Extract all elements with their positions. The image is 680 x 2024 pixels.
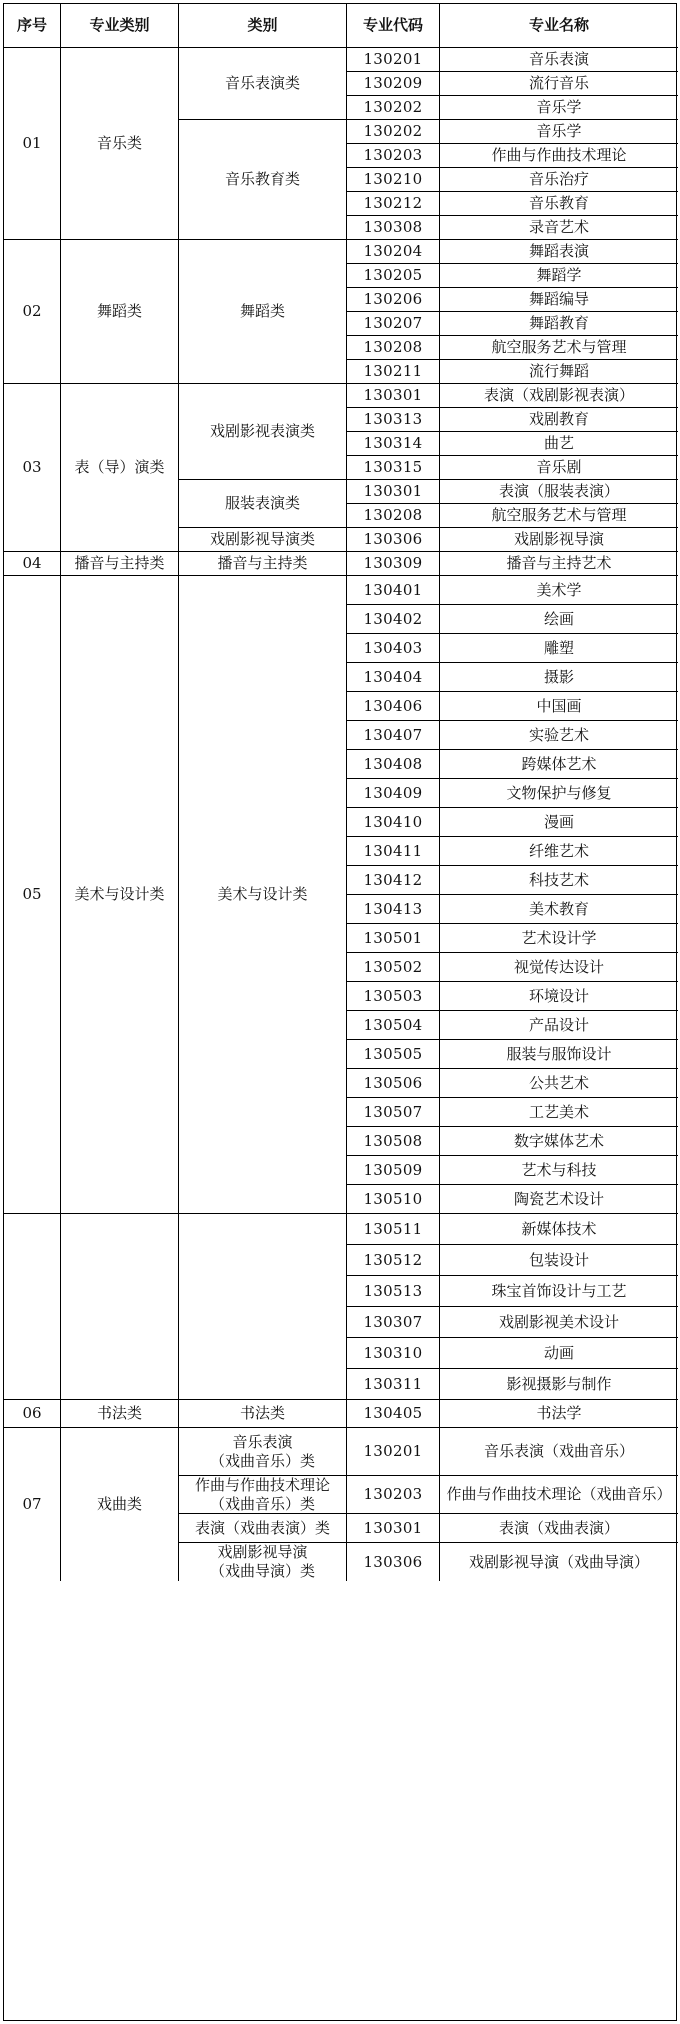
major-code [347, 216, 440, 240]
major-name [440, 1156, 678, 1185]
major-name-text: 戏剧影视美术设计 [498, 1312, 619, 1331]
major-code [347, 1156, 440, 1185]
major-name [440, 1400, 678, 1428]
group-index-text: 06 [22, 1404, 42, 1423]
major-name-text: 公共艺术 [528, 1073, 589, 1092]
major-code [347, 120, 440, 144]
header-code [347, 4, 440, 48]
subgroup-category-text: 书法类 [239, 1404, 285, 1423]
major-name-text: 流行音乐 [528, 74, 589, 93]
major-name [440, 1543, 678, 1581]
major-name-text: 舞蹈学 [536, 266, 582, 285]
subgroup-category-text: 美术与设计类 [217, 885, 308, 904]
major-name [440, 48, 678, 72]
major-name [440, 288, 678, 312]
major-name [440, 1369, 678, 1400]
major-name [440, 721, 678, 750]
major-name-text: 美术学 [536, 580, 582, 599]
major-name-text: 绘画 [543, 609, 574, 628]
major-code [347, 1369, 440, 1400]
major-name [440, 1307, 678, 1338]
group-category [61, 240, 179, 384]
group-category [61, 1428, 179, 1581]
major-code [347, 779, 440, 808]
major-code-text: 130506 [363, 1073, 423, 1092]
major-name-text: 数字媒体艺术 [513, 1131, 604, 1150]
major-name-text: 文物保护与修复 [506, 783, 612, 802]
header-code-text: 专业代码 [362, 16, 423, 35]
major-code-text: 130306 [363, 1552, 423, 1571]
subgroup-category [179, 552, 347, 576]
subgroup-category [179, 48, 347, 120]
major-name-text: 摄影 [543, 667, 574, 686]
major-name-text: 动画 [543, 1343, 574, 1362]
major-name-text: 纤维艺术 [528, 841, 589, 860]
major-name [440, 1040, 678, 1069]
group-category-text: 美术与设计类 [74, 885, 165, 904]
major-code-text: 130513 [363, 1281, 423, 1300]
major-name [440, 240, 678, 264]
major-name-text: 书法学 [536, 1404, 582, 1423]
header-index-text: 序号 [16, 16, 47, 35]
major-name-text: 艺术设计学 [521, 928, 597, 947]
major-name [440, 264, 678, 288]
major-code [347, 1514, 440, 1543]
subgroup-category-text: 戏剧影视导演 （戏曲导演）类 [209, 1543, 315, 1580]
major-name [440, 336, 678, 360]
major-name [440, 1245, 678, 1276]
major-name-text: 美术教育 [528, 899, 589, 918]
major-name-text: 音乐治疗 [528, 170, 589, 189]
group-category [61, 1214, 179, 1400]
major-name [440, 837, 678, 866]
major-code [347, 750, 440, 779]
subgroup-category-text: 服装表演类 [224, 494, 300, 513]
major-code-text: 130405 [363, 1404, 423, 1423]
major-name [440, 552, 678, 576]
major-code [347, 866, 440, 895]
group-index-text: 02 [22, 302, 42, 321]
header-name [440, 4, 678, 48]
major-code [347, 432, 440, 456]
group-index-text: 01 [22, 134, 42, 153]
major-name-text: 表演（服装表演） [498, 482, 619, 501]
subgroup-category [179, 1214, 347, 1400]
major-code [347, 456, 440, 480]
major-name [440, 144, 678, 168]
major-name [440, 1011, 678, 1040]
subgroup-category-text: 音乐表演 （戏曲音乐）类 [209, 1432, 315, 1470]
subgroup-category [179, 528, 347, 552]
group-category-text: 戏曲类 [96, 1495, 142, 1514]
group-index-text: 05 [22, 885, 42, 904]
major-name [440, 480, 678, 504]
major-code-text: 130306 [363, 530, 423, 549]
header-index [4, 4, 61, 48]
subgroup-category-text: 音乐教育类 [224, 170, 300, 189]
group-category-text: 播音与主持类 [74, 554, 165, 573]
major-name-text: 包装设计 [528, 1250, 589, 1269]
major-code [347, 837, 440, 866]
major-name-text: 中国画 [536, 696, 582, 715]
major-code [347, 384, 440, 408]
group-index [4, 240, 61, 384]
major-code-text: 130311 [363, 1374, 423, 1393]
major-code-text: 130207 [363, 314, 423, 333]
major-name [440, 1476, 678, 1514]
major-code-text: 130510 [363, 1189, 423, 1208]
major-code-text: 130201 [363, 1442, 423, 1461]
major-code-text: 130301 [363, 386, 423, 405]
major-code [347, 1245, 440, 1276]
major-code [347, 288, 440, 312]
major-code-text: 130401 [363, 580, 423, 599]
major-name [440, 1098, 678, 1127]
major-code-text: 130208 [363, 338, 423, 357]
group-index [4, 1428, 61, 1581]
major-name-text: 音乐剧 [536, 458, 582, 477]
subgroup-category [179, 384, 347, 480]
major-code-text: 130210 [363, 170, 423, 189]
group-index [4, 1214, 61, 1400]
major-name [440, 408, 678, 432]
major-code-text: 130509 [363, 1160, 423, 1179]
major-code-text: 130203 [363, 146, 423, 165]
major-code-text: 130313 [363, 410, 423, 429]
subgroup-category-text: 音乐表演类 [224, 74, 300, 93]
subgroup-category [179, 1514, 347, 1543]
major-code [347, 504, 440, 528]
majors-table [3, 3, 677, 2021]
major-code [347, 408, 440, 432]
major-name-text: 产品设计 [528, 1015, 589, 1034]
major-name [440, 192, 678, 216]
major-name [440, 168, 678, 192]
major-name [440, 1214, 678, 1245]
group-index [4, 576, 61, 1214]
major-name [440, 216, 678, 240]
major-code-text: 130413 [363, 899, 423, 918]
major-code [347, 264, 440, 288]
major-code-text: 130409 [363, 783, 423, 802]
subgroup-category [179, 1476, 347, 1514]
subgroup-category-text: 表演（戏曲表演）类 [194, 1518, 330, 1537]
header-category-text: 专业类别 [89, 16, 150, 35]
group-index [4, 552, 61, 576]
major-code-text: 130410 [363, 812, 423, 831]
major-code [347, 1307, 440, 1338]
major-code-text: 130201 [363, 50, 423, 69]
header-subcategory [179, 4, 347, 48]
major-code [347, 192, 440, 216]
major-code-text: 130315 [363, 458, 423, 477]
group-category [61, 48, 179, 240]
major-code-text: 130403 [363, 638, 423, 657]
major-name-text: 表演（戏剧影视表演） [483, 386, 634, 405]
group-category [61, 384, 179, 552]
major-name-text: 录音艺术 [528, 218, 589, 237]
major-name-text: 实验艺术 [528, 725, 589, 744]
major-name [440, 953, 678, 982]
subgroup-category [179, 120, 347, 240]
major-name-text: 戏剧影视导演 [513, 530, 604, 549]
major-name-text: 环境设计 [528, 986, 589, 1005]
major-name-text: 航空服务艺术与管理 [491, 506, 627, 525]
major-code-text: 130202 [363, 98, 423, 117]
group-category-text: 书法类 [96, 1404, 142, 1423]
major-code [347, 528, 440, 552]
major-name [440, 924, 678, 953]
major-code [347, 1543, 440, 1581]
major-code-text: 130307 [363, 1312, 423, 1331]
major-name [440, 312, 678, 336]
group-category [61, 576, 179, 1214]
major-code [347, 168, 440, 192]
major-code [347, 982, 440, 1011]
major-code [347, 576, 440, 605]
major-code [347, 1428, 440, 1476]
major-name [440, 1069, 678, 1098]
major-name-text: 表演（戏曲表演） [498, 1518, 619, 1537]
header-subcategory-text: 类别 [247, 16, 278, 35]
major-name [440, 895, 678, 924]
major-code [347, 240, 440, 264]
major-code-text: 130301 [363, 1518, 423, 1537]
major-code [347, 953, 440, 982]
group-index-text: 03 [22, 458, 42, 477]
major-code [347, 1011, 440, 1040]
group-index-text: 04 [22, 554, 42, 573]
major-name-text: 播音与主持艺术 [506, 554, 612, 573]
group-index [4, 1400, 61, 1428]
major-code-text: 130507 [363, 1102, 423, 1121]
major-code [347, 336, 440, 360]
header-name-text: 专业名称 [528, 16, 589, 35]
major-name [440, 750, 678, 779]
major-name-text: 珠宝首饰设计与工艺 [491, 1281, 627, 1300]
major-code-text: 130208 [363, 506, 423, 525]
major-code-text: 130503 [363, 986, 423, 1005]
group-category-text: 舞蹈类 [96, 302, 142, 321]
major-name [440, 432, 678, 456]
major-name [440, 605, 678, 634]
major-name [440, 384, 678, 408]
major-name [440, 576, 678, 605]
subgroup-category-text: 戏剧影视表演类 [209, 422, 315, 441]
major-code [347, 663, 440, 692]
major-name-text: 新媒体技术 [521, 1219, 597, 1238]
major-name-text: 陶瓷艺术设计 [513, 1189, 604, 1208]
major-name [440, 456, 678, 480]
major-name [440, 866, 678, 895]
major-code [347, 552, 440, 576]
major-name-text: 作曲与作曲技术理论（戏曲音乐） [446, 1485, 672, 1504]
major-code-text: 130505 [363, 1044, 423, 1063]
major-name-text: 科技艺术 [528, 870, 589, 889]
major-code-text: 130502 [363, 957, 423, 976]
major-code-text: 130408 [363, 754, 423, 773]
major-code-text: 130301 [363, 482, 423, 501]
major-code-text: 130407 [363, 725, 423, 744]
group-category [61, 552, 179, 576]
major-name [440, 692, 678, 721]
major-name [440, 360, 678, 384]
major-name-text: 工艺美术 [528, 1102, 589, 1121]
major-code [347, 48, 440, 72]
major-code-text: 130308 [363, 218, 423, 237]
major-name [440, 72, 678, 96]
major-code-text: 130209 [363, 74, 423, 93]
major-name [440, 779, 678, 808]
major-code-text: 130212 [363, 194, 423, 213]
group-category [61, 1400, 179, 1428]
major-code [347, 1276, 440, 1307]
major-name-text: 音乐表演 [528, 50, 589, 69]
major-name-text: 音乐学 [536, 98, 582, 117]
major-code-text: 130310 [363, 1343, 423, 1362]
major-code [347, 1214, 440, 1245]
major-code-text: 130508 [363, 1131, 423, 1150]
subgroup-category [179, 480, 347, 528]
major-name-text: 漫画 [543, 812, 574, 831]
major-name [440, 1127, 678, 1156]
major-name-text: 戏剧教育 [528, 410, 589, 429]
major-code-text: 130402 [363, 609, 423, 628]
major-name [440, 663, 678, 692]
major-name-text: 舞蹈编导 [528, 290, 589, 309]
major-code [347, 1338, 440, 1369]
major-code [347, 1400, 440, 1428]
major-name-text: 音乐教育 [528, 194, 589, 213]
major-code-text: 130512 [363, 1250, 423, 1269]
group-index [4, 48, 61, 240]
major-code-text: 130406 [363, 696, 423, 715]
major-code [347, 1127, 440, 1156]
major-name [440, 1276, 678, 1307]
major-code [347, 605, 440, 634]
major-name-text: 曲艺 [543, 434, 574, 453]
major-name-text: 舞蹈表演 [528, 242, 589, 261]
major-name [440, 1428, 678, 1476]
major-code [347, 721, 440, 750]
major-name [440, 1185, 678, 1214]
subgroup-category-text: 舞蹈类 [239, 302, 285, 321]
major-name [440, 504, 678, 528]
group-category-text: 表（导）演类 [74, 458, 165, 477]
major-code-text: 130511 [363, 1219, 423, 1238]
major-code [347, 634, 440, 663]
major-name [440, 982, 678, 1011]
major-name [440, 1338, 678, 1369]
major-name [440, 808, 678, 837]
major-name-text: 音乐学 [536, 122, 582, 141]
major-name [440, 634, 678, 663]
major-name-text: 视觉传达设计 [513, 957, 604, 976]
major-name [440, 96, 678, 120]
major-code [347, 72, 440, 96]
major-code-text: 130314 [363, 434, 423, 453]
major-name-text: 雕塑 [543, 638, 574, 657]
major-name [440, 1514, 678, 1543]
major-code-text: 130504 [363, 1015, 423, 1034]
group-index-text: 07 [22, 1495, 42, 1514]
major-code-text: 130202 [363, 122, 423, 141]
subgroup-category-text: 戏剧影视导演类 [209, 530, 315, 549]
major-name-text: 服装与服饰设计 [506, 1044, 612, 1063]
subgroup-category-text: 作曲与作曲技术理论 （戏曲音乐）类 [194, 1476, 330, 1513]
subgroup-category [179, 1428, 347, 1476]
major-code-text: 130309 [363, 554, 423, 573]
major-code [347, 692, 440, 721]
major-name-text: 影视摄影与制作 [506, 1374, 612, 1393]
header-category [61, 4, 179, 48]
major-code-text: 130205 [363, 266, 423, 285]
major-name-text: 作曲与作曲技术理论 [491, 146, 627, 165]
major-code-text: 130411 [363, 841, 423, 860]
major-code [347, 312, 440, 336]
major-code-text: 130204 [363, 242, 423, 261]
major-name [440, 120, 678, 144]
major-code [347, 480, 440, 504]
major-name-text: 艺术与科技 [521, 1160, 597, 1179]
subgroup-category [179, 1400, 347, 1428]
major-code [347, 1098, 440, 1127]
major-name-text: 舞蹈教育 [528, 314, 589, 333]
subgroup-category-text: 播音与主持类 [217, 554, 308, 573]
major-name-text: 航空服务艺术与管理 [491, 338, 627, 357]
major-code-text: 130404 [363, 667, 423, 686]
major-code [347, 1040, 440, 1069]
group-category-text: 音乐类 [96, 134, 142, 153]
subgroup-category [179, 1543, 347, 1581]
major-code-text: 130206 [363, 290, 423, 309]
subgroup-category [179, 576, 347, 1214]
major-name [440, 528, 678, 552]
major-code [347, 924, 440, 953]
major-name-text: 音乐表演（戏曲音乐） [483, 1442, 634, 1461]
major-code-text: 130211 [363, 362, 423, 381]
major-code [347, 1476, 440, 1514]
major-code [347, 1185, 440, 1214]
major-code-text: 130412 [363, 870, 423, 889]
group-index [4, 384, 61, 552]
major-code [347, 144, 440, 168]
major-code [347, 895, 440, 924]
major-code-text: 130501 [363, 928, 423, 947]
major-code [347, 96, 440, 120]
subgroup-category [179, 240, 347, 384]
major-name-text: 戏剧影视导演（戏曲导演） [468, 1552, 649, 1571]
major-name-text: 流行舞蹈 [528, 362, 589, 381]
major-code-text: 130203 [363, 1485, 423, 1504]
major-name-text: 跨媒体艺术 [521, 754, 597, 773]
major-code [347, 360, 440, 384]
major-code [347, 808, 440, 837]
major-code [347, 1069, 440, 1098]
